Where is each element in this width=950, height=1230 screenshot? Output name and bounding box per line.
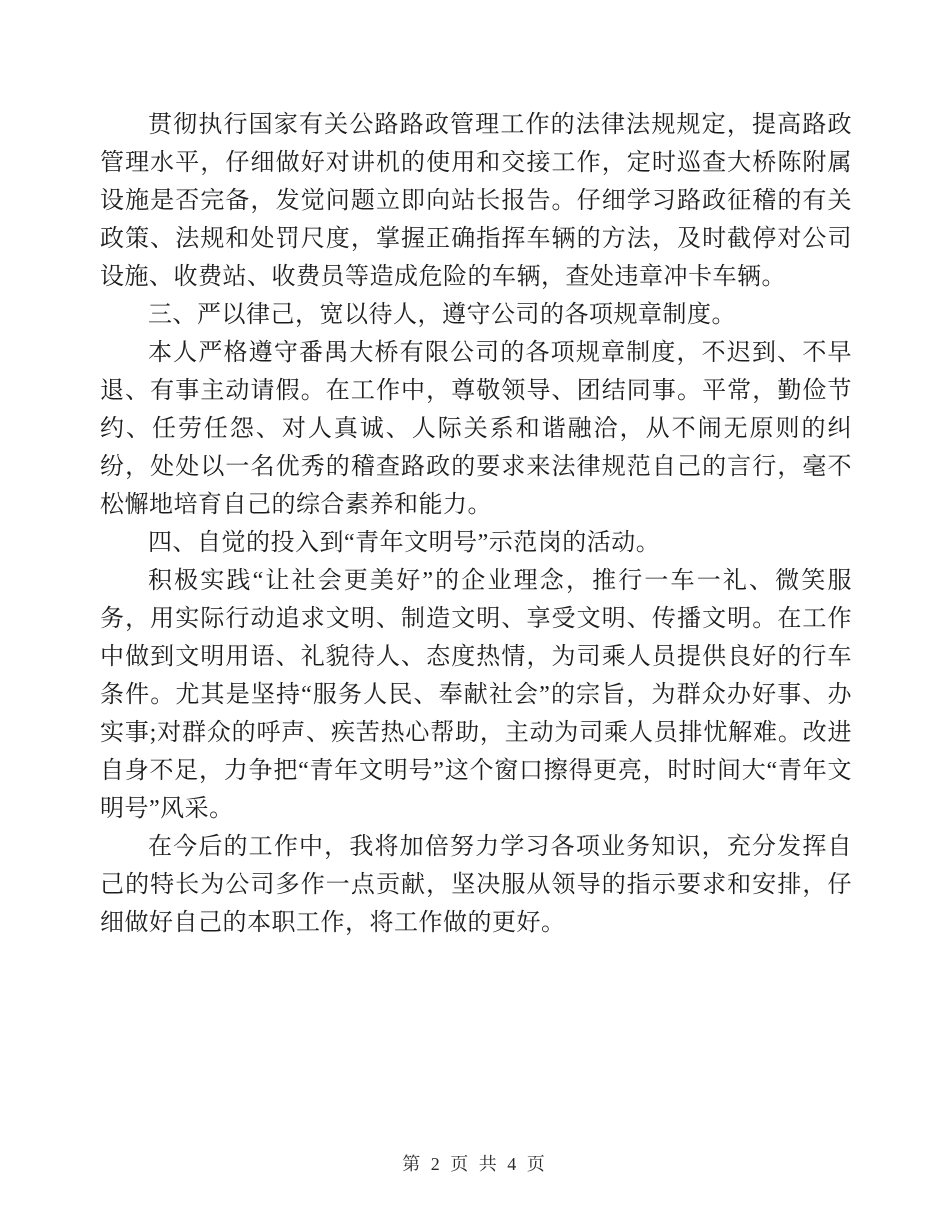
page-number-indicator: 第 2 页 共 4 页 bbox=[402, 1154, 548, 1174]
paragraph: 三、严以律己，宽以待人，遵守公司的各项规章制度。 bbox=[148, 302, 736, 328]
document-body bbox=[100, 106, 852, 942]
paragraph: 四、自觉的投入到“青年文明号”示范岗的活动。 bbox=[148, 530, 661, 556]
paragraph: 在今后的工作中，我将加倍努力学习各项业务知识，充分发挥自己的特长为公司多作一点贡献，坚决服从领导的指示要求和安排，仔细做好自己的本职工作，将工作做的更好。 bbox=[100, 834, 852, 936]
page-footer bbox=[0, 1150, 950, 1176]
paragraph: 积极实践“让社会更美好”的企业理念，推行一车一礼、微笑服务，用实际行动追求文明、制造文明、享受文明、传播文明。在工作中做到文明用语、礼貌待人、态度热情，为司乘人员提供良好的行车条件。尤其是坚持“服务人民、奉献社会”的宗旨，为群众办好事、办实事;对群众的呼声、疾苦热心帮助，主动为司乘人员排忧解难。改进自身不足，力争把“青年文明号”这个窗口擦得更亮，时时间大“青年文明号”风采。 bbox=[100, 568, 852, 822]
paragraph: 本人严格遵守番禺大桥有限公司的各项规章制度，不迟到、不早退、有事主动请假。在工作中，尊敬领导、团结同事。平常，勤俭节约、任劳任怨、对人真诚、人际关系和谐融洽，从不闹无原则的纠纷，处处以一名优秀的稽查路政的要求来法律规范自己的言行，毫不松懈地培育自己的综合素养和能力。 bbox=[100, 340, 852, 518]
paragraph: 贯彻执行国家有关公路路政管理工作的法律法规规定，提高路政管理水平，仔细做好对讲机的使用和交接工作，定时巡查大桥陈附属设施是否完备，发觉问题立即向站长报告。仔细学习路政征稽的有关政策、法规和处罚尺度，掌握正确指挥车辆的方法，及时截停对公司设施、收费站、收费员等造成危险的车辆，查处违章冲卡车辆。 bbox=[100, 112, 852, 290]
